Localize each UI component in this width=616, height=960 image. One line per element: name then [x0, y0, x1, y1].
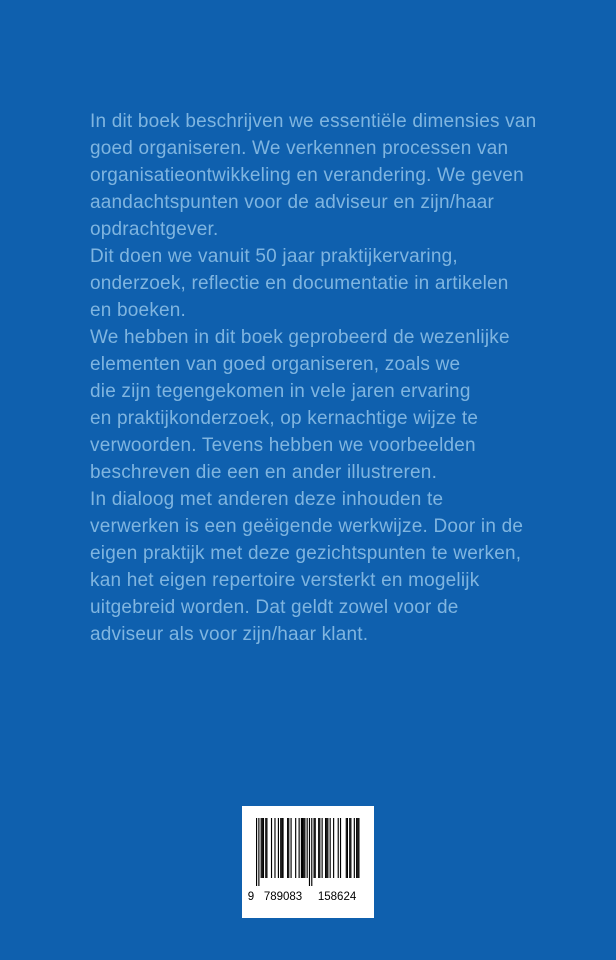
text-line: uitgebreid worden. Dat geldt zowel voor de [90, 597, 459, 618]
barcode-digits: 158624 [317, 891, 357, 903]
text-line: goed organiseren. We verkennen processen van [90, 138, 509, 159]
barcode [242, 806, 374, 918]
text-line: opdrachtgever. [90, 219, 219, 240]
barcode-digits: 789083 [263, 891, 303, 903]
barcode-bars [248, 816, 368, 908]
text-line: elementen van goed organiseren, zoals we [90, 354, 461, 375]
text-line: en praktijkonderzoek, op kernachtige wijze te [90, 408, 479, 429]
text-line: die zijn tegengekomen in vele jaren ervaring [90, 381, 471, 402]
back-cover-text [90, 108, 556, 648]
text-line: We hebben in dit boek geprobeerd de wezenlijke [90, 327, 510, 348]
text-line: In dit boek beschrijven we essentiële dimensies van [90, 111, 537, 132]
text-line: en boeken. [90, 300, 187, 321]
barcode-digits: 9 [248, 891, 255, 903]
text-line: kan het eigen repertoire versterkt en mogelijk [90, 570, 480, 591]
text-line: In dialoog met anderen deze inhouden te [90, 489, 444, 510]
text-line: eigen praktijk met deze gezichtspunten te werken, [90, 543, 522, 564]
text-line: organisatieontwikkeling en verandering. We geven [90, 165, 524, 186]
text-line: verwerken is een geëigende werkwijze. Door in de [90, 516, 524, 537]
text-line: Dit doen we vanuit 50 jaar praktijkervaring, [90, 246, 458, 267]
text-line: aandachtspunten voor de adviseur en zijn/haar [90, 192, 495, 213]
text-line: adviseur als voor zijn/haar klant. [90, 624, 369, 645]
text-line: beschreven die een en ander illustreren. [90, 462, 438, 483]
text-line: verwoorden. Tevens hebben we voorbeelden [90, 435, 476, 456]
text-line: onderzoek, reflectie en documentatie in artikelen [90, 273, 509, 294]
